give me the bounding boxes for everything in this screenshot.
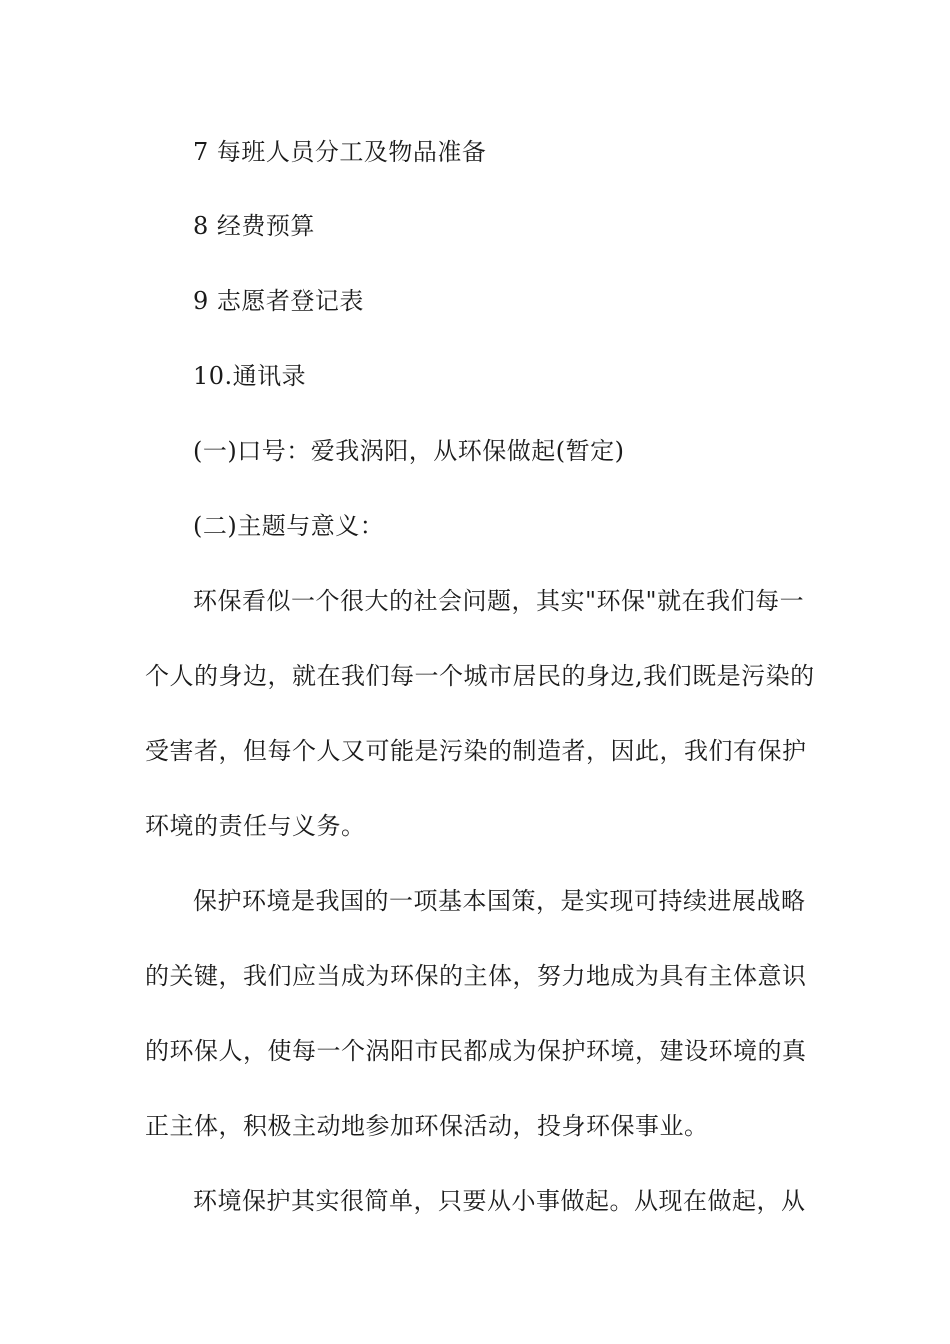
paragraph-3-line-1: 环境保护其实很简单，只要从小事做起。从现在做起，从 (193, 1187, 806, 1215)
paragraph-2-line-1: 保护环境是我国的一项基本国策，是实现可持续进展战略 (193, 887, 806, 915)
list-item-10: 10.通讯录 (193, 362, 307, 390)
paragraph-2-line-4: 正主体，积极主动地参加环保活动，投身环保事业。 (145, 1112, 709, 1140)
paragraph-1-line-4: 环境的责任与义务。 (145, 812, 366, 840)
paragraph-1-line-2: 个人的身边，就在我们每一个城市居民的身边,我们既是污染的 (145, 662, 815, 690)
list-item-7: 7 每班人员分工及物品准备 (193, 138, 487, 166)
slogan-heading: (一)口号：爱我涡阳，从环保做起(暂定) (193, 437, 625, 465)
paragraph-1-line-3: 受害者，但每个人又可能是污染的制造者，因此，我们有保护 (145, 737, 807, 765)
paragraph-2-line-3: 的环保人，使每一个涡阳市民都成为保护环境，建设环境的真 (145, 1037, 807, 1065)
paragraph-1-line-1: 环保看似一个很大的社会问题，其实"环保"就在我们每一 (193, 587, 805, 615)
paragraph-2-line-2: 的关键，我们应当成为环保的主体，努力地成为具有主体意识 (145, 962, 807, 990)
theme-heading: (二)主题与意义： (193, 512, 385, 540)
list-item-8: 8 经费预算 (193, 212, 315, 240)
list-item-9: 9 志愿者登记表 (193, 287, 364, 315)
